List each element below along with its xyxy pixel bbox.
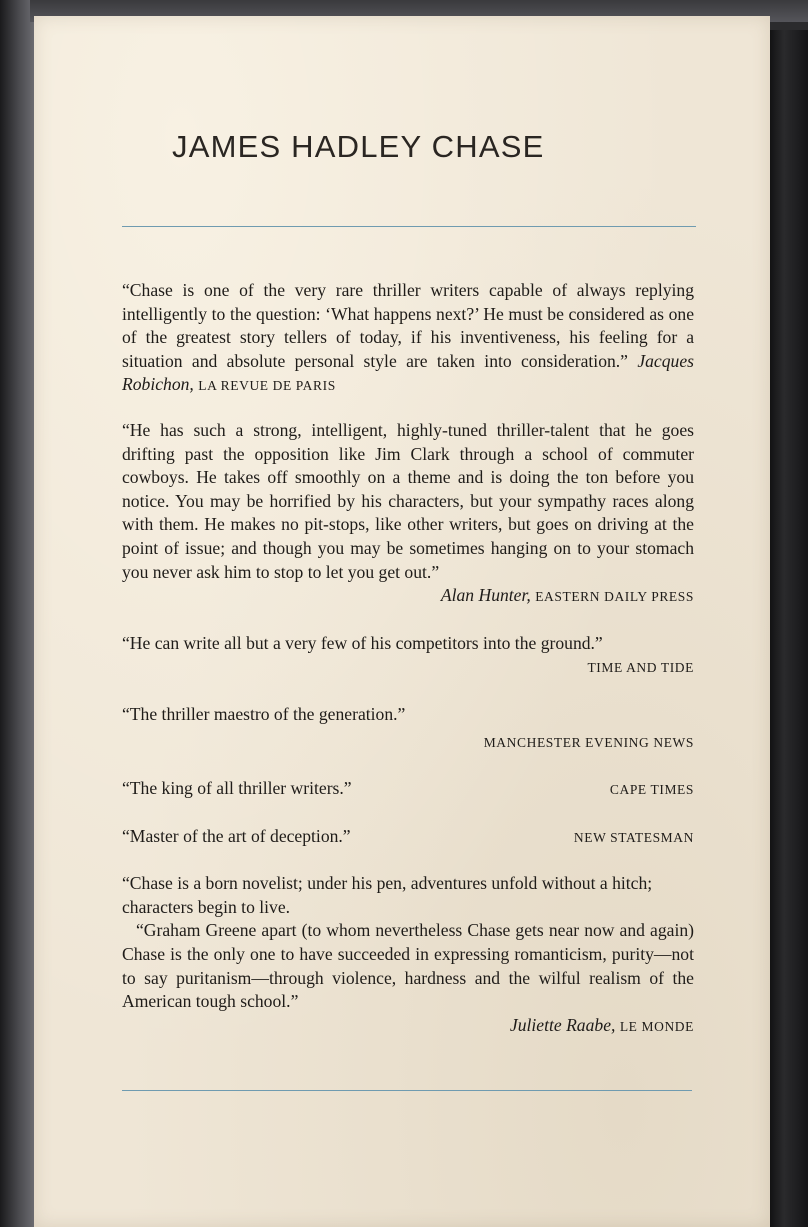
quote-source: TIME AND TIDE <box>587 660 694 676</box>
quote-critic: Juliette Raabe, <box>509 1014 616 1035</box>
quote-text: “Chase is a born novelist; under his pen, adventures unfold without a hitch; characters begin to live. <box>122 873 653 917</box>
quote-text: “He has such a strong, intelligent, highly-tuned thriller-talent that he goes drifting past the opposition like Jim Clark through a school of commuter cowboys. He takes off smoothly on a theme and is doing the ton before you notice. You may be horrified by his characters, but your sympathy races along with them. He makes no pit-stops, like other writers, but goes on driving at the point of issue; and though you may be sometimes hanging on to your stomach you never ask him to stop to let you get out.” <box>122 419 694 582</box>
quote-critic: Jacques Robichon, <box>122 350 694 395</box>
quote-hunter <box>122 419 694 609</box>
quote-time-and-tide <box>122 632 694 680</box>
quote-source: LA REVUE DE PARIS <box>198 378 336 394</box>
quote-raabe <box>122 872 694 1038</box>
quote-text: “Master of the art of deception.” <box>122 825 351 846</box>
quote-new-statesman <box>122 825 694 850</box>
right-edge <box>768 30 808 1227</box>
quote-source: LE MONDE <box>619 1018 694 1034</box>
quote-source: MANCHESTER EVENING NEWS <box>483 734 694 750</box>
quote-critic: Alan Hunter, <box>440 585 531 606</box>
quote-text: “Chase is one of the very rare thriller writers capable of always replying intelligently to the question: ‘What happens next?’ He must be considered as one of the greatest story tellers of today, if his inventiveness, his feeling for a situation and absolute personal style are taken into consideration.” <box>122 280 694 371</box>
book-jacket-back <box>34 16 770 1227</box>
spine-shadow <box>0 0 34 1227</box>
quote-text: “He can write all but a very few of his competitors into the ground.” <box>122 632 603 653</box>
quote-text-continued: “Graham Greene apart (to whom nevertheless Chase gets near now and again) Chase is the only one to have succeeded in expressing romanticism, purity—not to say puritanism—through violence, hardness and the wilful realism of the American tough school.” <box>122 920 694 1012</box>
quote-source: CAPE TIMES <box>609 782 694 798</box>
bottom-divider <box>122 1090 692 1091</box>
author-name: JAMES HADLEY CHASE <box>172 129 545 164</box>
top-divider <box>122 226 696 227</box>
quote-source: NEW STATESMAN <box>573 829 694 845</box>
quote-source: EASTERN DAILY PRESS <box>535 589 694 605</box>
quote-text: “The thriller maestro of the generation.” <box>122 703 406 724</box>
quote-manchester <box>122 703 694 754</box>
review-quotes <box>122 279 694 1038</box>
quote-cape-times <box>122 777 694 802</box>
quote-text: “The king of all thriller writers.” <box>122 778 352 799</box>
quote-robichon <box>122 279 694 398</box>
